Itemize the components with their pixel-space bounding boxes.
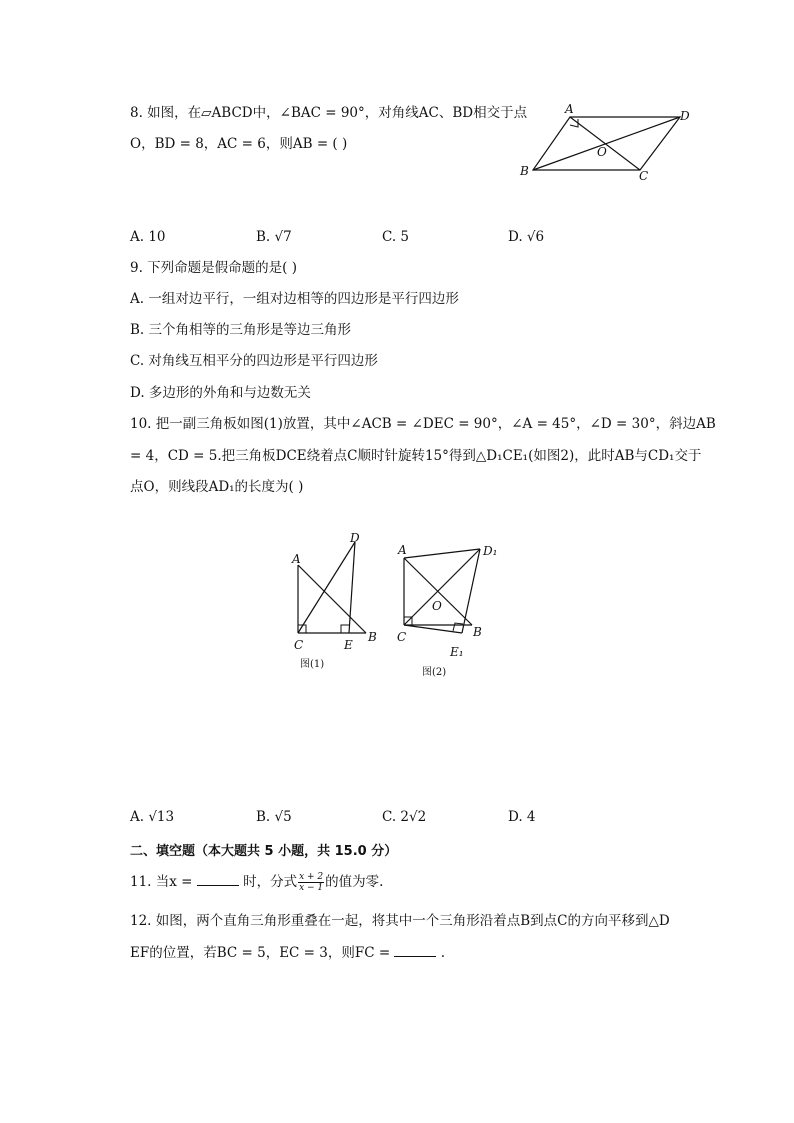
fig2-label-o: O [432, 599, 442, 613]
fig1-label-b: B [368, 630, 377, 644]
q9-option-b[interactable]: B. 三个角相等的三角形是等边三角形 [130, 322, 352, 338]
q8-option-d[interactable]: D. √6 [508, 229, 545, 245]
fig1-caption: 图(1) [300, 659, 325, 670]
q10-option-a[interactable]: A. √13 [130, 809, 175, 825]
q8-label-o: O [597, 145, 607, 159]
q11-answer-blank[interactable] [197, 873, 239, 886]
q8-option-a[interactable]: A. 10 [130, 229, 166, 245]
fig1-label-d: D [350, 531, 360, 545]
q9-option-d[interactable]: D. 多边形的外角和与边数无关 [130, 385, 311, 401]
q8-stem-line2: O，BD = 8，AC = 6，则AB = ( ) [130, 136, 348, 152]
q11-text-mid: 时，分式 [238, 874, 298, 890]
q10-option-c[interactable]: C. 2√2 [382, 809, 427, 825]
q10-stem-line1: 10. 把一副三角板如图(1)放置，其中∠ACB = ∠DEC = 90°，∠A = 45°，∠D = 30°，斜边AB [130, 416, 716, 432]
q8-label-c: C [639, 169, 649, 183]
q11-stem [130, 872, 383, 893]
q9-option-c[interactable]: C. 对角线互相平分的四边形是平行四边形 [130, 353, 378, 369]
q9-stem: 9. 下列命题是假命题的是( ) [130, 260, 297, 276]
q12-answer-blank[interactable] [394, 944, 436, 957]
q10-figure-1 [288, 528, 383, 673]
fig2-label-b: B [473, 625, 482, 639]
fig2-label-c: C [397, 630, 407, 644]
q9-option-a[interactable]: A. 一组对边平行，一组对边相等的四边形是平行四边形 [130, 291, 459, 307]
fig2-label-e1: E₁ [450, 645, 464, 659]
fig1-label-e: E [344, 638, 353, 652]
q10-stem-line3: 点O，则线段AD₁的长度为( ) [130, 479, 304, 495]
q8-stem-line1: 8. 如图，在▱ABCD中，∠BAC = 90°，对角线AC、BD相交于点 [130, 105, 528, 121]
fig1-label-c: C [294, 638, 304, 652]
fig2-label-d1: D₁ [483, 544, 498, 558]
q11-fraction-denominator: x − 1 [299, 883, 324, 893]
q10-figure-2 [390, 538, 510, 683]
q8-label-d: D [680, 109, 690, 123]
q8-label-b: B [520, 164, 529, 178]
fig2-caption: 图(2) [422, 667, 447, 678]
q8-label-a: A [565, 102, 574, 116]
q10-option-b[interactable]: B. √5 [256, 809, 292, 825]
q11-text-pre: 11. 当x = [130, 874, 197, 890]
q12-text-pre: EF的位置，若BC = 5，EC = 3，则FC = [130, 945, 395, 961]
q8-option-b[interactable]: B. √7 [256, 229, 292, 245]
q12-stem-line1: 12. 如图，两个直角三角形重叠在一起，将其中一个三角形沿着点B到点C的方向平移到△D [130, 913, 670, 929]
q10-option-d[interactable]: D. 4 [508, 809, 536, 825]
q10-stem-line2: = 4，CD = 5.把三角板DCE绕着点C顺时针旋转15°得到△D₁CE₁(如图2)，此时AB与CD₁交于 [130, 448, 702, 464]
fig2-label-a: A [398, 543, 407, 557]
fig1-label-a: A [292, 552, 301, 566]
q11-fraction [298, 872, 324, 893]
q12-stem-line2 [130, 944, 445, 962]
q8-parallelogram-figure [515, 100, 695, 185]
q8-option-c[interactable]: C. 5 [382, 229, 410, 245]
q11-fraction-numerator: x + 2 [299, 872, 324, 882]
q12-text-post: . [436, 945, 446, 961]
section-heading-fill-in: 二、填空题（本大题共 5 小题，共 15.0 分） [130, 844, 398, 859]
q11-text-post: 的值为零. [325, 874, 384, 890]
